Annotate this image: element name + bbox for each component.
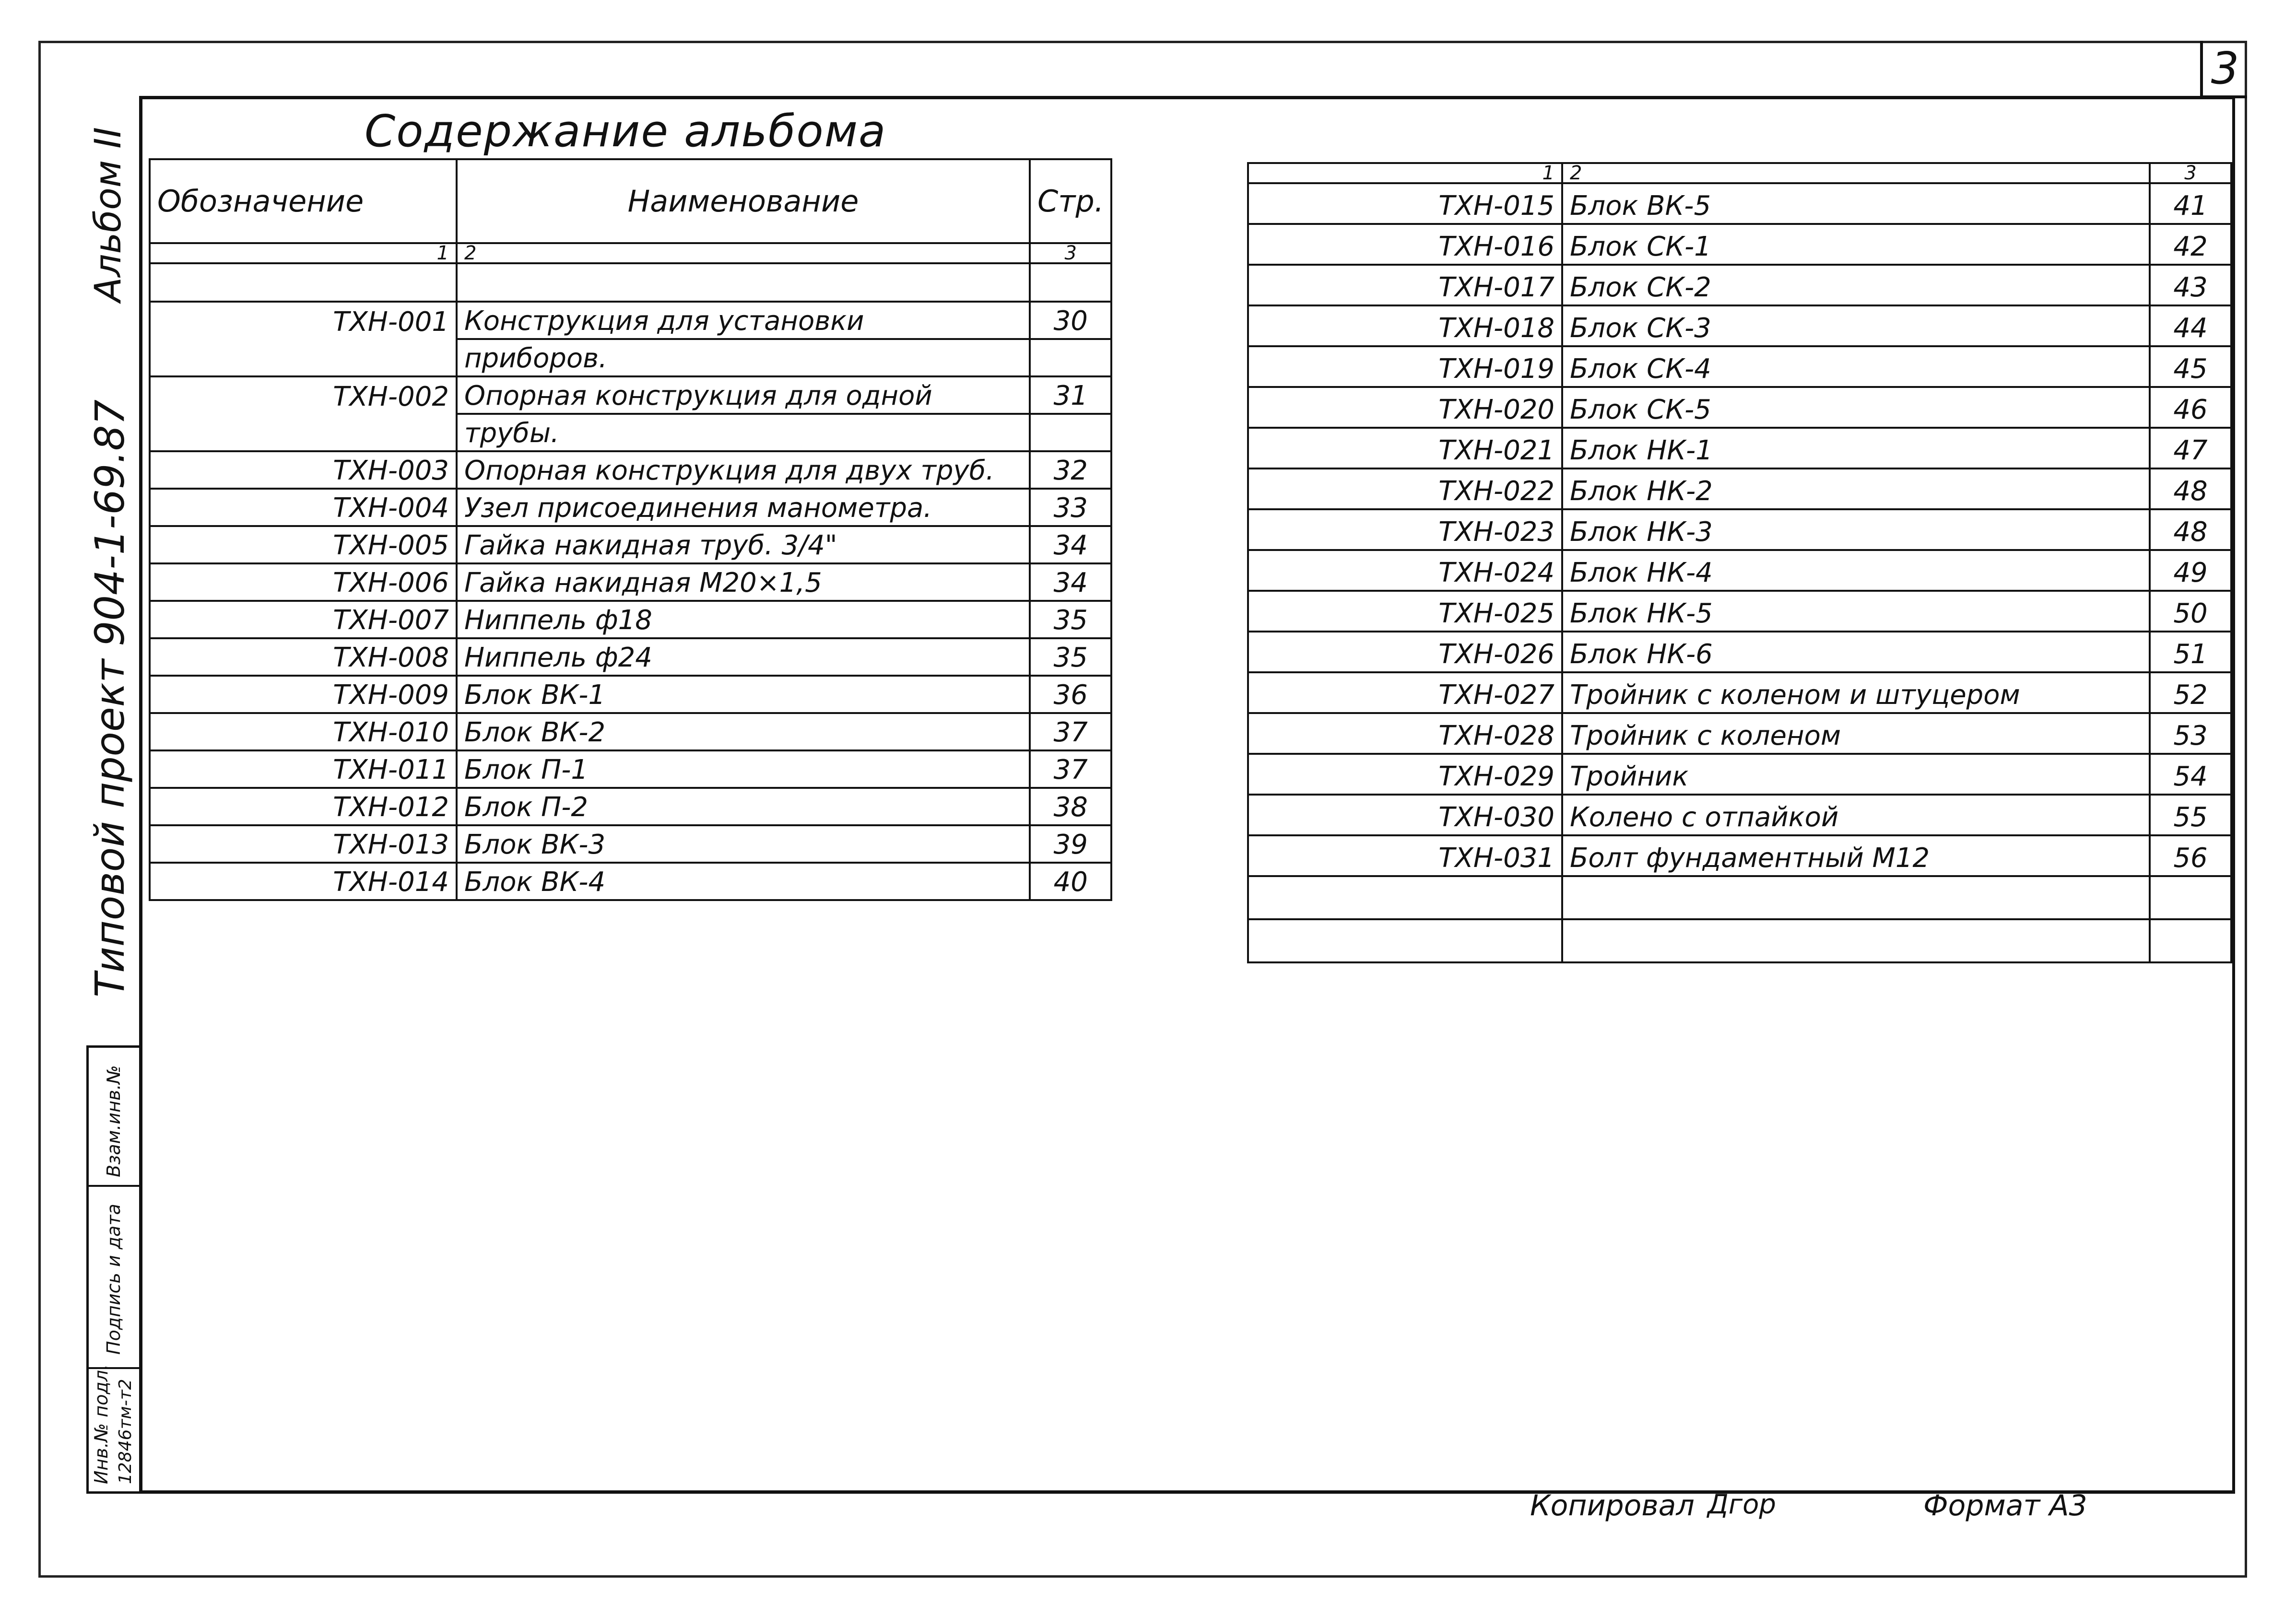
blank-cell [2150, 876, 2231, 919]
row-name: Блок НК-6 [1562, 632, 2150, 672]
row-name: Блок НК-4 [1562, 550, 2150, 591]
row-name: Блок НК-2 [1562, 468, 2150, 509]
row-name: Колено с отпайкой [1562, 795, 2150, 835]
column-number: 2 [1562, 163, 2150, 183]
row-name: Блок ВК-2 [457, 713, 1030, 750]
row-code: ТХН-019 [1248, 346, 1562, 387]
row-name: Тройник [1562, 754, 2150, 795]
row-name: Опорная конструкция для одной [457, 376, 1030, 414]
row-page: 48 [2150, 468, 2231, 509]
row-code: ТХН-024 [1248, 550, 1562, 591]
table-row [150, 302, 1111, 339]
row-name: Блок НК-5 [1562, 591, 2150, 632]
table-row [1248, 224, 2231, 265]
table-row [150, 638, 1111, 676]
row-code: ТХН-006 [150, 563, 457, 601]
row-code: ТХН-014 [150, 863, 457, 900]
row-page: 46 [2150, 387, 2231, 428]
header-name: Наименование [457, 159, 1030, 243]
row-page [1030, 414, 1111, 451]
row-code: ТХН-021 [1248, 428, 1562, 468]
column-number-row [1248, 163, 2231, 183]
row-name: Ниппель ф24 [457, 638, 1030, 676]
row-code: ТХН-015 [1248, 183, 1562, 224]
blank-cell [1030, 263, 1111, 302]
row-page: 39 [1030, 825, 1111, 863]
table-row [1248, 265, 2231, 305]
row-page: 54 [2150, 754, 2231, 795]
stamp-label-signature-date: Подпись и дата [103, 1204, 124, 1355]
row-code: ТХН-027 [1248, 672, 1562, 713]
table-row [1248, 754, 2231, 795]
row-name: Блок НК-1 [1562, 428, 2150, 468]
table-row [150, 263, 1111, 302]
row-name: Ниппель ф18 [457, 601, 1030, 638]
table-header-row [150, 159, 1111, 243]
row-name: трубы. [457, 414, 1030, 451]
column-number: 2 [457, 243, 1030, 263]
row-code: ТХН-016 [1248, 224, 1562, 265]
top-rule [139, 96, 2235, 99]
row-page: 38 [1030, 788, 1111, 825]
row-name: Блок П-2 [457, 788, 1030, 825]
album-title: Содержание альбома [365, 105, 887, 157]
row-name: Блок ВК-3 [457, 825, 1030, 863]
column-number: 3 [1030, 243, 1111, 263]
row-name: Гайка накидная М20×1,5 [457, 563, 1030, 601]
row-page: 40 [1030, 863, 1111, 900]
contents-table-left [149, 158, 1112, 901]
table-row [1248, 713, 2231, 754]
stamp-cell-replaced-inv [89, 1048, 139, 1187]
row-code: ТХН-028 [1248, 713, 1562, 754]
table-row [150, 489, 1111, 526]
table-row [150, 601, 1111, 638]
blank-cell [1562, 919, 2150, 962]
table-row [150, 526, 1111, 563]
row-name: Блок СК-1 [1562, 224, 2150, 265]
table-row [150, 414, 1111, 451]
row-name: Блок СК-3 [1562, 305, 2150, 346]
row-code: ТХН-018 [1248, 305, 1562, 346]
row-name: Тройник с коленом [1562, 713, 2150, 754]
row-page: 35 [1030, 638, 1111, 676]
row-page: 51 [2150, 632, 2231, 672]
row-page: 48 [2150, 509, 2231, 550]
row-code: ТХН-020 [1248, 387, 1562, 428]
table-row [150, 825, 1111, 863]
table-row [150, 451, 1111, 489]
stamp-cell-signature-date [89, 1187, 139, 1369]
contents-table-right [1247, 162, 2232, 963]
table-row [150, 750, 1111, 788]
approval-stamp [86, 1045, 141, 1494]
row-name: Узел присоединения манометра. [457, 489, 1030, 526]
table-row [1248, 509, 2231, 550]
footer-copied-label: Копировал [1530, 1489, 1695, 1522]
row-page: 34 [1030, 526, 1111, 563]
row-code: ТХН-011 [150, 750, 457, 788]
row-page: 55 [2150, 795, 2231, 835]
row-name: Блок П-1 [457, 750, 1030, 788]
stamp-label-replaced-inv: Взам.инв.№ [103, 1065, 124, 1177]
table-row [1248, 632, 2231, 672]
row-name: Блок СК-5 [1562, 387, 2150, 428]
blank-cell [150, 263, 457, 302]
row-name: Болт фундаментный М12 [1562, 835, 2150, 876]
row-page: 42 [2150, 224, 2231, 265]
column-number: 1 [150, 243, 457, 263]
row-code: ТХН-007 [150, 601, 457, 638]
page-number: 3 [2200, 41, 2247, 98]
table-row [150, 676, 1111, 713]
stamp-inv-value: 12846тм-т2 [116, 1379, 135, 1484]
row-name: Гайка накидная труб. 3/4" [457, 526, 1030, 563]
blank-cell [1248, 876, 1562, 919]
row-page: 37 [1030, 713, 1111, 750]
row-name: приборов. [457, 339, 1030, 376]
table-row [1248, 672, 2231, 713]
stamp-label-inv-original: Инв.№ подл. [91, 1364, 112, 1484]
row-code [150, 339, 457, 376]
row-code: ТХН-023 [1248, 509, 1562, 550]
row-page: 45 [2150, 346, 2231, 387]
table-row [150, 788, 1111, 825]
side-project-label: Типовой проект 904-1-69.87 [86, 399, 133, 997]
row-code: ТХН-009 [150, 676, 457, 713]
row-code: ТХН-013 [150, 825, 457, 863]
header-page: Стр. [1030, 159, 1111, 243]
row-code: ТХН-029 [1248, 754, 1562, 795]
row-page: 47 [2150, 428, 2231, 468]
row-page: 36 [1030, 676, 1111, 713]
header-designation: Обозначение [150, 159, 457, 243]
row-page: 43 [2150, 265, 2231, 305]
stamp-cell-inv-original [89, 1364, 139, 1491]
table-row [150, 713, 1111, 750]
row-code: ТХН-017 [1248, 265, 1562, 305]
table-row [1248, 550, 2231, 591]
row-name: Блок НК-3 [1562, 509, 2150, 550]
table-row [1248, 387, 2231, 428]
table-row [1248, 876, 2231, 919]
table-row [1248, 428, 2231, 468]
row-page: 49 [2150, 550, 2231, 591]
row-code: ТХН-012 [150, 788, 457, 825]
column-number: 3 [2150, 163, 2231, 183]
blank-cell [1248, 919, 1562, 962]
table-row [1248, 346, 2231, 387]
blank-cell [1562, 876, 2150, 919]
row-page: 34 [1030, 563, 1111, 601]
column-number-row [150, 243, 1111, 263]
footer-signature: Дгор [1707, 1489, 1776, 1520]
row-code: ТХН-010 [150, 713, 457, 750]
row-page: 44 [2150, 305, 2231, 346]
blank-cell [2150, 919, 2231, 962]
row-code: ТХН-002 [150, 376, 457, 414]
row-name: Блок ВК-4 [457, 863, 1030, 900]
row-name: Блок ВК-1 [457, 676, 1030, 713]
column-number: 1 [1248, 163, 1562, 183]
row-code: ТХН-005 [150, 526, 457, 563]
row-code: ТХН-001 [150, 302, 457, 339]
row-code: ТХН-026 [1248, 632, 1562, 672]
row-name: Тройник с коленом и штуцером [1562, 672, 2150, 713]
row-name: Блок СК-4 [1562, 346, 2150, 387]
row-page: 52 [2150, 672, 2231, 713]
row-page: 53 [2150, 713, 2231, 754]
blank-cell [457, 263, 1030, 302]
row-page: 30 [1030, 302, 1111, 339]
table-row [1248, 468, 2231, 509]
table-row [150, 339, 1111, 376]
row-name: Конструкция для установки [457, 302, 1030, 339]
table-row [1248, 919, 2231, 962]
row-page: 35 [1030, 601, 1111, 638]
row-code [150, 414, 457, 451]
row-name: Опорная конструкция для двух труб. [457, 451, 1030, 489]
row-code: ТХН-030 [1248, 795, 1562, 835]
row-page: 37 [1030, 750, 1111, 788]
table-row [1248, 183, 2231, 224]
row-code: ТХН-025 [1248, 591, 1562, 632]
table-row [1248, 305, 2231, 346]
table-row [1248, 591, 2231, 632]
row-code: ТХН-022 [1248, 468, 1562, 509]
row-page: 56 [2150, 835, 2231, 876]
row-code: ТХН-031 [1248, 835, 1562, 876]
row-page [1030, 339, 1111, 376]
row-name: Блок ВК-5 [1562, 183, 2150, 224]
table-row [1248, 795, 2231, 835]
row-page: 32 [1030, 451, 1111, 489]
row-page: 50 [2150, 591, 2231, 632]
footer-format-label: Формат А3 [1923, 1489, 2087, 1522]
row-page: 41 [2150, 183, 2231, 224]
table-row [150, 863, 1111, 900]
row-page: 31 [1030, 376, 1111, 414]
row-code: ТХН-004 [150, 489, 457, 526]
table-row [150, 563, 1111, 601]
row-page: 33 [1030, 489, 1111, 526]
row-name: Блок СК-2 [1562, 265, 2150, 305]
row-code: ТХН-008 [150, 638, 457, 676]
side-album-label: Альбом II [86, 127, 129, 302]
table-row [150, 376, 1111, 414]
row-code: ТХН-003 [150, 451, 457, 489]
table-row [1248, 835, 2231, 876]
